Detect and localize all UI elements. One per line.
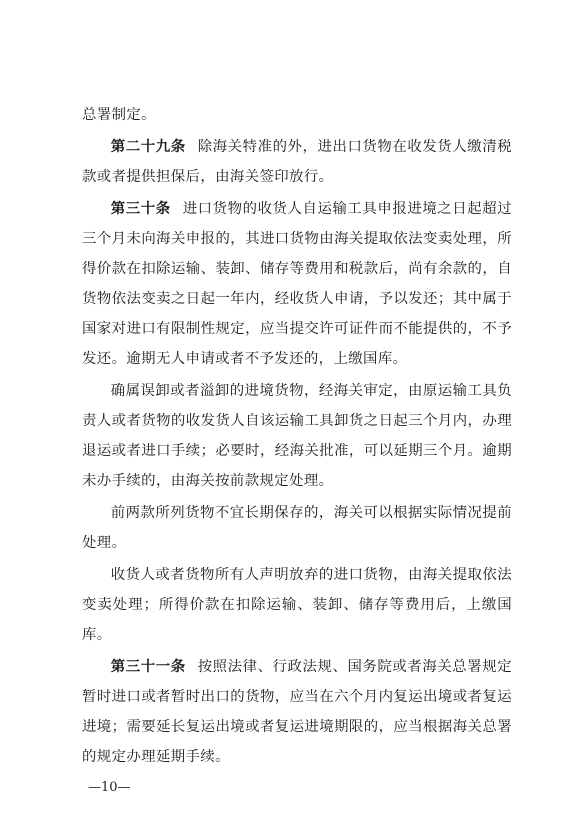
article-30	[82, 194, 512, 374]
article-30-para-3	[82, 498, 512, 558]
page-number: —10—	[88, 780, 131, 795]
paragraph-text: 除海关特准的外，进出口货物在收发货人缴清税款或者提供担保后，由海关签印放行。	[82, 139, 512, 185]
document-body	[82, 100, 512, 774]
paragraph-text: 收货人或者货物所有人声明放弃的进口货物，由海关提取依法变卖处理；所得价款在扣除运输、装卸、储存等费用后，上缴国库。	[82, 567, 512, 643]
paragraph-text: 进口货物的收货人自运输工具申报进境之日起超过三个月未向海关申报的，其进口货物由海关提取依法变卖处理，所得价款在扣除运输、装卸、储存等费用和税款后，尚有余款的，自货物依法变卖之日起一年内，经收货人申请，予以发还；其中属于国家对进口有限制性规定，应当提交许可证件而不能提供的，不予发还。逾期无人申请或者不予发还的，上缴国库。	[82, 201, 512, 367]
paragraph-text: 按照法律、行政法规、国务院或者海关总署规定暂时进口或者暂时出口的货物，应当在六个月内复运出境或者复运进境；需要延长复运出境或者复运进境期限的，应当根据海关总署的规定办理延期手续。	[82, 659, 512, 765]
article-heading: 第二十九条	[110, 139, 186, 155]
paragraph-text: 前两款所列货物不宜长期保存的，海关可以根据实际情况提前处理。	[82, 505, 512, 551]
article-30-para-2	[82, 376, 512, 496]
paragraph-0	[82, 100, 512, 130]
article-31	[82, 652, 512, 772]
paragraph-text: 总署制定。	[82, 107, 156, 123]
article-30-para-4	[82, 560, 512, 650]
article-heading: 第三十条	[110, 201, 171, 217]
article-29	[82, 132, 512, 192]
article-heading: 第三十一条	[110, 659, 186, 675]
paragraph-text: 确属误卸或者溢卸的进境货物，经海关审定，由原运输工具负责人或者货物的收发货人自该运输工具卸货之日起三个月内，办理退运或者进口手续；必要时，经海关批准，可以延期三个月。逾期未办手续的，由海关按前款规定处理。	[82, 383, 512, 489]
